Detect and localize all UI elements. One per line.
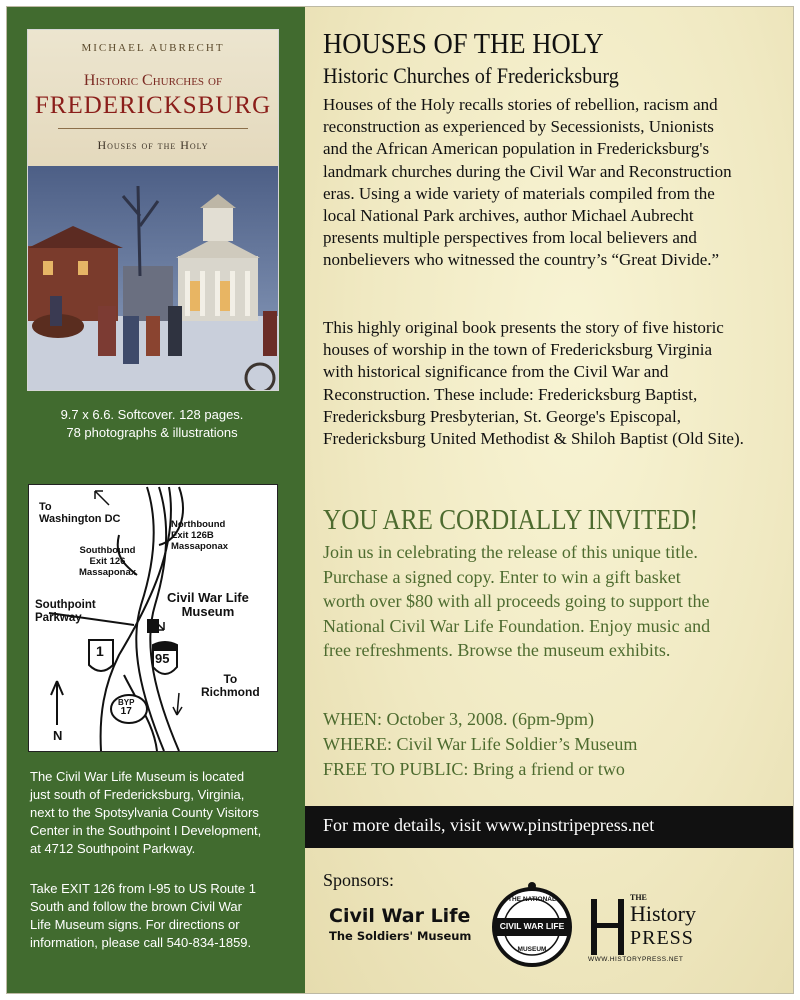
page-subtitle: Historic Churches of Fredericksburg (323, 63, 619, 88)
history-press-h-icon (588, 897, 628, 957)
cover-rule (58, 128, 248, 129)
byp17-label: BYP 17 (118, 698, 135, 717)
cover-caption-line1: 9.7 x 6.6. Softcover. 128 pages. (60, 407, 244, 422)
map-north-label: N (53, 728, 63, 743)
event-details (323, 707, 637, 782)
book-churches-text: This highly original book presents the story of five historic houses of worship in the town of Fredericksburg Virginia with historical significance from the Civil War and Reconstruction. These include: Fredericksburg Baptist, Fredericksburg Presbyterian, St. George's Episcopal, Fredericksburg United Methodist & Shiloh Baptist (Old Site). (323, 318, 744, 449)
cover-title-line1: Historic Churches of (83, 72, 223, 89)
cover-author: MICHAEL AUBRECHT (81, 42, 225, 54)
national-civil-war-life-museum-seal: THE NATIONAL CIVIL WAR LIFE MUSEUM (487, 880, 577, 970)
invitation-text: Join us in celebrating the release of this unique title. Purchase a signed copy. Enter to win a gift basket worth over $80 with all proceeds going to support the National Civil War Life Foundation. Enjoy music and free refreshments. Browse the museum exhibits. (323, 542, 711, 660)
map-southbound-exit: Southbound Exit 126 Massaponax (79, 545, 137, 578)
cover-painting (28, 166, 278, 390)
museum-directions-text: Take EXIT 126 from I-95 to US Route 1 South and follow the brown Civil War Life Museum signs. For directions or information, please call 540-834-1859. (30, 881, 256, 950)
event-when: WHEN: October 3, 2008. (6pm-9pm) (323, 709, 594, 729)
book-description: Houses of the Holy recalls stories of rebellion, racism and reconstruction as experienced by Secessionists, Unionists and the African American population in Fredericksburg's landmark churches during the Civil War and Reconstruction eras. Using a wide variety of materials compiled from the local National Park archives, author Michael Aubrecht presents multiple perspectives from local believers and nonbelievers who witnessed the country’s “Great Divide.” (323, 95, 732, 270)
directions-map (28, 484, 278, 752)
map-museum-label: Civil War Life Museum (167, 590, 249, 619)
map-to-washington: To Washington DC (39, 501, 121, 525)
cover-caption (14, 406, 290, 442)
civil-war-life-logo: Civil War Life The Soldiers' Museum (329, 905, 472, 943)
details-link[interactable]: For more details, visit www.pinstripepress.net (323, 815, 655, 835)
details-banner (305, 806, 793, 848)
i95-shield-label: 95 (155, 651, 170, 666)
event-free: FREE TO PUBLIC: Bring a friend or two (323, 759, 625, 779)
route1-shield-label: 1 (96, 643, 104, 659)
map-southpoint-parkway: Southpoint Parkway (35, 599, 96, 624)
cover-title-line2: FREDERICKSBURG (34, 92, 272, 119)
museum-location-text: The Civil War Life Museum is located just south of Fredericksburg, Virginia, next to the Spotsylvania County Visitors Center in the Southpoint I Development, at 4712 Southpoint Parkway. (30, 769, 262, 856)
event-where: WHERE: Civil War Life Soldier’s Museum (323, 734, 638, 754)
cover-caption-line2: 78 photographs & illustrations (66, 425, 238, 440)
sponsors-label: Sponsors: (323, 870, 395, 890)
map-northbound-exit: Northbound Exit 126B Massaponax (171, 519, 229, 552)
history-press-logo: THE History PRESS WWW.HISTORYPRESS.NET (588, 893, 696, 963)
page-title: HOUSES OF THE HOLY (323, 28, 604, 60)
invitation-heading: YOU ARE CORDIALLY INVITED! (323, 505, 699, 536)
map-to-richmond: To Richmond (201, 672, 260, 699)
cover-subtitle: Houses of the Holy (97, 138, 209, 152)
book-cover (28, 30, 278, 390)
